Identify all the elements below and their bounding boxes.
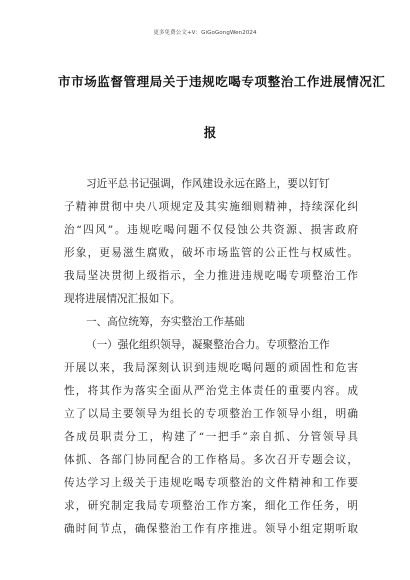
body-line-12: 各成员职责分工，构建了“一把手”亲自抓、分管领导具 — [64, 431, 358, 443]
body-line-16: 确时间节点，确保整治工作有序推进。领导小组定期听取 — [64, 523, 358, 535]
document-title-line-2: 报 — [203, 125, 217, 140]
body-line-2: 子精神贯彻中央八项规定及其实施细则精神，持续深化纠 — [64, 201, 358, 213]
body-line-4: 形象，更易滋生腐败，破坏市场监管的公正性与权威性。 — [64, 247, 358, 259]
body-line-5: 我局坚决贯彻上级指示，全力推进违规吃喝专项整治工作 — [64, 270, 358, 282]
body-line-8: （一）强化组织领导，凝聚整治合力。专项整治工作 — [86, 339, 330, 351]
body-line-15: 求，研究制定我局专项整治工作方案，细化工作任务，明 — [64, 500, 358, 512]
document-title-line-1: 市市场监督管理局关于违规吃喝专项整治工作进展情况汇 — [58, 74, 386, 89]
body-line-14: 传达学习上级关于违规吃喝专项整治的文件精神和工作要 — [64, 477, 358, 489]
section-heading-1: 一、高位统筹，夯实整治工作基础 — [86, 316, 245, 328]
header-note: 更多免费公文+V：GiGoGongWen2024 — [153, 30, 257, 36]
body-line-13: 体抓、各部门协同配合的工作格局。多次召开专题会议， — [64, 454, 358, 466]
body-line-6: 现将进展情况汇报如下。 — [64, 293, 181, 305]
body-line-11: 立了以局主要领导为组长的专项整治工作领导小组，明确 — [64, 408, 358, 420]
body-line-1: 习近平总书记强调，作风建设永远在路上，要以钉钉 — [86, 178, 330, 190]
body-line-9: 开展以来，我局深刻认识到违规吃喝问题的顽固性和危害 — [64, 362, 358, 374]
body-line-3: 治“四风”。违规吃喝问题不仅侵蚀公共资源、损害政府 — [64, 224, 358, 236]
body-line-10: 性，将其作为落实全面从严治党主体责任的重要内容。成 — [64, 385, 358, 397]
